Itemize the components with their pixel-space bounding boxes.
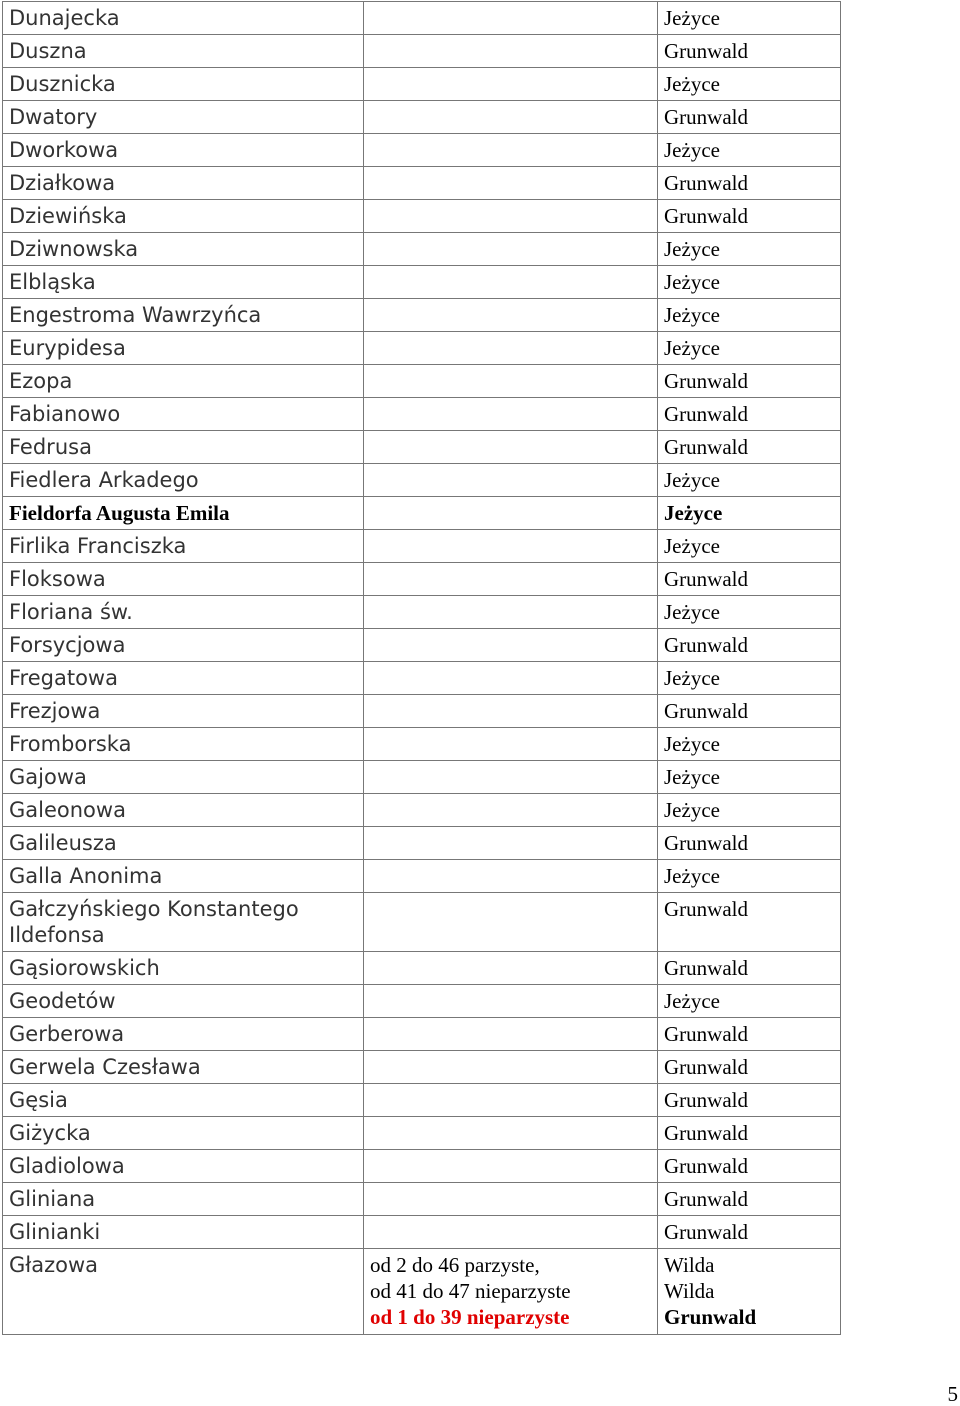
street-name: Eurypidesa — [3, 332, 364, 365]
table-row — [3, 266, 841, 299]
house-number-range-highlighted: od 1 do 39 nieparzyste — [370, 1305, 570, 1329]
house-numbers — [364, 497, 658, 530]
district-name: Grunwald — [658, 1150, 841, 1183]
street-name: Dziwnowska — [3, 233, 364, 266]
street-name: Dziewińska — [3, 200, 364, 233]
district-name: Grunwald — [658, 200, 841, 233]
district-name: Jeżyce — [658, 662, 841, 695]
table-row — [3, 1150, 841, 1183]
house-numbers — [364, 233, 658, 266]
street-name: Forsycjowa — [3, 629, 364, 662]
district-name: Jeżyce — [658, 794, 841, 827]
table-row — [3, 794, 841, 827]
house-numbers — [364, 629, 658, 662]
street-name: Floksowa — [3, 563, 364, 596]
table-row — [3, 1084, 841, 1117]
street-name: Galeonowa — [3, 794, 364, 827]
street-district-table — [2, 1, 841, 1335]
house-numbers — [364, 530, 658, 563]
street-name: Fiedlera Arkadego — [3, 464, 364, 497]
district-name: Grunwald — [658, 1216, 841, 1249]
street-name: Gajowa — [3, 761, 364, 794]
house-numbers — [364, 35, 658, 68]
street-name-line: Gałczyńskiego Konstantego — [9, 897, 299, 921]
table-row — [3, 101, 841, 134]
table-row — [3, 233, 841, 266]
street-name: Gladiolowa — [3, 1150, 364, 1183]
district-name: Jeżyce — [658, 2, 841, 35]
district-name: Grunwald — [658, 952, 841, 985]
house-numbers — [364, 827, 658, 860]
house-number-range: od 41 do 47 nieparzyste — [370, 1279, 571, 1303]
house-numbers — [364, 68, 658, 101]
street-name: Duszna — [3, 35, 364, 68]
table-row — [3, 761, 841, 794]
district-name: Grunwald — [658, 35, 841, 68]
table-row — [3, 662, 841, 695]
district-name: Grunwald — [658, 563, 841, 596]
house-numbers — [364, 134, 658, 167]
table-row — [3, 952, 841, 985]
district-line-highlighted: Grunwald — [664, 1305, 757, 1329]
district-name: Grunwald — [658, 1084, 841, 1117]
district-name: Grunwald — [658, 101, 841, 134]
house-numbers — [364, 1051, 658, 1084]
table-row — [3, 200, 841, 233]
house-numbers — [364, 1183, 658, 1216]
table-row — [3, 299, 841, 332]
house-numbers — [364, 985, 658, 1018]
house-numbers — [364, 299, 658, 332]
table-row — [3, 860, 841, 893]
house-numbers — [364, 200, 658, 233]
house-numbers — [364, 464, 658, 497]
house-numbers — [364, 695, 658, 728]
table-row — [3, 827, 841, 860]
street-name: Geodetów — [3, 985, 364, 1018]
house-numbers — [364, 662, 658, 695]
street-name: Gerwela Czesława — [3, 1051, 364, 1084]
table-row — [3, 893, 841, 952]
house-numbers — [364, 1150, 658, 1183]
street-name — [3, 893, 364, 952]
street-name: Dwatory — [3, 101, 364, 134]
street-name: Giżycka — [3, 1117, 364, 1150]
table-row — [3, 398, 841, 431]
district-name: Jeżyce — [658, 596, 841, 629]
street-name: Dusznicka — [3, 68, 364, 101]
house-numbers — [364, 952, 658, 985]
house-numbers — [364, 101, 658, 134]
district-name — [658, 1249, 841, 1335]
street-name: Działkowa — [3, 167, 364, 200]
street-name: Engestroma Wawrzyńca — [3, 299, 364, 332]
table-row — [3, 1117, 841, 1150]
district-name: Jeżyce — [658, 728, 841, 761]
table-row — [3, 464, 841, 497]
street-name: Gliniana — [3, 1183, 364, 1216]
table-row — [3, 497, 841, 530]
street-name: Fabianowo — [3, 398, 364, 431]
street-name: Glinianki — [3, 1216, 364, 1249]
house-numbers — [364, 1216, 658, 1249]
district-name: Jeżyce — [658, 332, 841, 365]
street-name: Frezjowa — [3, 695, 364, 728]
street-name: Galla Anonima — [3, 860, 364, 893]
table-row — [3, 629, 841, 662]
house-numbers — [364, 266, 658, 299]
table-row — [3, 1018, 841, 1051]
district-name: Jeżyce — [658, 530, 841, 563]
table-row — [3, 728, 841, 761]
table-row — [3, 35, 841, 68]
district-name: Jeżyce — [658, 464, 841, 497]
district-name: Grunwald — [658, 1051, 841, 1084]
street-name: Ezopa — [3, 365, 364, 398]
table-row — [3, 530, 841, 563]
street-name: Fromborska — [3, 728, 364, 761]
street-name: Gęsia — [3, 1084, 364, 1117]
district-name: Grunwald — [658, 1183, 841, 1216]
district-name: Jeżyce — [658, 266, 841, 299]
house-numbers — [364, 1018, 658, 1051]
table-row — [3, 596, 841, 629]
district-name: Grunwald — [658, 398, 841, 431]
table-row — [3, 332, 841, 365]
district-name: Jeżyce — [658, 860, 841, 893]
house-numbers — [364, 2, 658, 35]
district-name: Grunwald — [658, 167, 841, 200]
street-name: Fieldorfa Augusta Emila — [3, 497, 364, 530]
table-row — [3, 695, 841, 728]
street-name: Galileusza — [3, 827, 364, 860]
table-row — [3, 431, 841, 464]
district-name: Grunwald — [658, 893, 841, 952]
street-name: Fedrusa — [3, 431, 364, 464]
table-row — [3, 365, 841, 398]
house-numbers — [364, 365, 658, 398]
district-name: Grunwald — [658, 629, 841, 662]
district-name: Jeżyce — [658, 68, 841, 101]
table-row — [3, 68, 841, 101]
house-numbers — [364, 860, 658, 893]
table-row — [3, 1051, 841, 1084]
table-row — [3, 134, 841, 167]
table-row — [3, 167, 841, 200]
district-name: Grunwald — [658, 365, 841, 398]
house-numbers — [364, 893, 658, 952]
district-name: Jeżyce — [658, 134, 841, 167]
house-number-range: od 2 do 46 parzyste, — [370, 1253, 540, 1277]
district-name: Jeżyce — [658, 233, 841, 266]
house-numbers — [364, 728, 658, 761]
street-name: Gąsiorowskich — [3, 952, 364, 985]
house-numbers — [364, 794, 658, 827]
street-name: Dworkowa — [3, 134, 364, 167]
district-name: Grunwald — [658, 431, 841, 464]
table-row — [3, 1216, 841, 1249]
district-name: Jeżyce — [658, 497, 841, 530]
district-name: Grunwald — [658, 1117, 841, 1150]
house-numbers — [364, 1117, 658, 1150]
house-numbers — [364, 1249, 658, 1335]
district-line: Wilda — [664, 1279, 715, 1303]
street-name: Głazowa — [3, 1249, 364, 1335]
district-name: Jeżyce — [658, 985, 841, 1018]
house-numbers — [364, 332, 658, 365]
table-row — [3, 1183, 841, 1216]
street-name: Fregatowa — [3, 662, 364, 695]
street-name-line: Ildefonsa — [9, 923, 105, 947]
house-numbers — [364, 398, 658, 431]
house-numbers — [364, 1084, 658, 1117]
house-numbers — [364, 761, 658, 794]
table-row — [3, 1249, 841, 1335]
page-number: 5 — [947, 1382, 958, 1406]
district-line: Wilda — [664, 1253, 715, 1277]
district-name: Jeżyce — [658, 761, 841, 794]
district-name: Jeżyce — [658, 299, 841, 332]
house-numbers — [364, 596, 658, 629]
house-numbers — [364, 563, 658, 596]
district-name: Grunwald — [658, 695, 841, 728]
street-name: Gerberowa — [3, 1018, 364, 1051]
table-row — [3, 985, 841, 1018]
table-row — [3, 2, 841, 35]
house-numbers — [364, 431, 658, 464]
house-numbers — [364, 167, 658, 200]
street-name: Firlika Franciszka — [3, 530, 364, 563]
street-name: Floriana św. — [3, 596, 364, 629]
table-row — [3, 563, 841, 596]
street-name: Elbląska — [3, 266, 364, 299]
district-name: Grunwald — [658, 1018, 841, 1051]
street-name: Dunajecka — [3, 2, 364, 35]
district-name: Grunwald — [658, 827, 841, 860]
